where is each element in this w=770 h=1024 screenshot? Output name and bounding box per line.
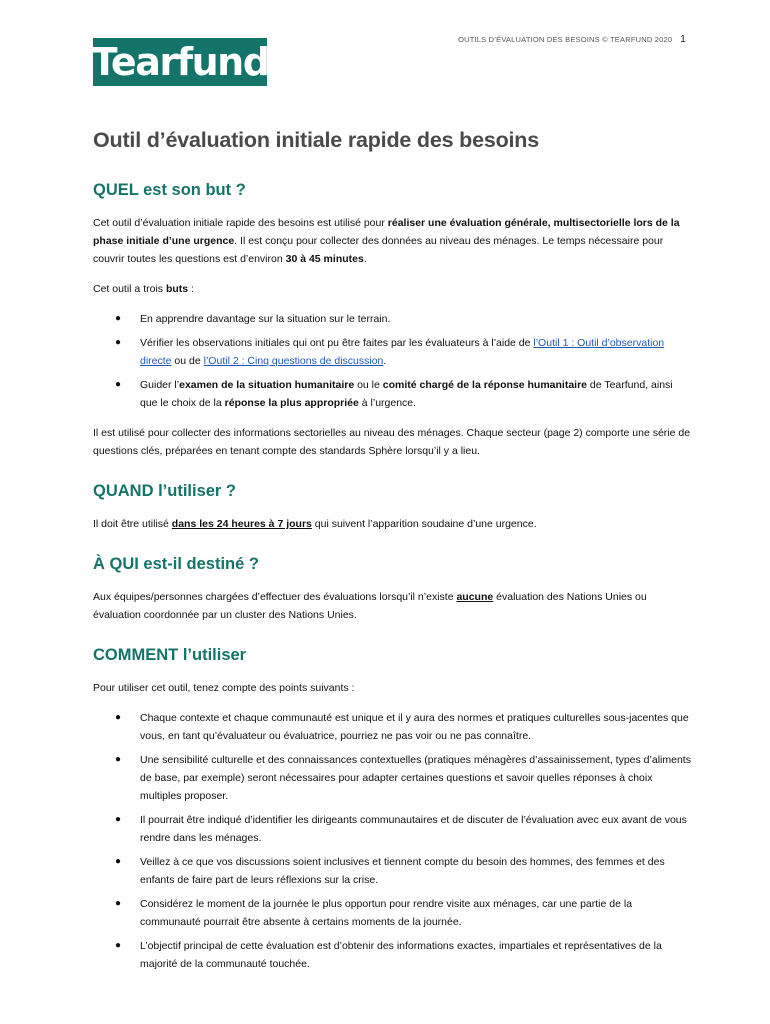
text-run: Cet outil d’évaluation initiale rapide des besoins est utilisé pour <box>93 217 388 229</box>
list-item <box>93 895 693 931</box>
text-run: Cet outil a trois <box>93 283 166 295</box>
section-comment <box>93 646 693 973</box>
list-item <box>93 751 693 805</box>
bullet-icon: ● <box>115 940 122 951</box>
bold-run: comité chargé de la réponse humanitaire <box>382 379 588 391</box>
comment-bullet-list <box>93 709 693 973</box>
text-run: Aux équipes/personnes chargées d’effectuer des évaluations lorsqu’il n’existe <box>93 591 457 603</box>
text-run: . Il est conçu pour collecter des données au niveau des ménages. Le temps nécessaire pour couvrir toutes les questions est d’environ <box>93 235 664 265</box>
list-item <box>93 376 693 412</box>
paragraph-comment-intro: Pour utiliser cet outil, tenez compte des points suivants : <box>93 682 355 694</box>
section-qui <box>93 555 693 624</box>
page-title: Outil d’évaluation initiale rapide des besoins <box>93 128 539 152</box>
text-run: : <box>188 283 194 295</box>
text-run: Vérifier les observations initiales qui ont pu être faites par les évaluateurs à l’aide de <box>140 337 534 349</box>
text-run: Guider l’ <box>140 379 180 391</box>
section-quand <box>93 482 693 533</box>
bullet-icon: ● <box>115 313 122 324</box>
list-item <box>93 853 693 889</box>
list-item-text: Une sensibilité culturelle et des connaissances contextuelles (pratiques ménagères d’assainissement, types d’aliments de base, par exemple) seront nécessaires pour adapter certaines questions et savoir quelles réponses à choix multiples proposer. <box>140 754 691 802</box>
bold-run: examen de la situation humanitaire <box>179 379 355 391</box>
bold-run: 30 à 45 minutes <box>285 253 364 265</box>
bold-run: réaliser une évaluation générale, multisectorielle lors de la phase initiale d’une urgence <box>93 217 680 247</box>
list-item-text: En apprendre davantage sur la situation sur le terrain. <box>140 313 391 325</box>
bullet-icon: ● <box>115 856 122 867</box>
text-run: ou de <box>171 355 204 367</box>
list-item-text: Veillez à ce que vos discussions soient inclusives et tiennent compte du besoin des hommes, des femmes et des enfants de faire part de leurs réflexions sur la crise. <box>140 856 665 886</box>
underlined-bold-run: aucune <box>456 591 494 603</box>
paragraph-quand <box>93 515 693 533</box>
list-item-text: Il pourrait être indiqué d’identifier les dirigeants communautaires et de discuter de l’évaluation avec eux avant de vous rendre dans les ménages. <box>140 814 687 844</box>
tearfund-logo <box>93 38 267 86</box>
bullet-icon: ● <box>115 712 122 723</box>
text-run: qui suivent l’apparition soudaine d’une urgence. <box>311 518 537 530</box>
list-item <box>93 334 693 370</box>
paragraph-but-1 <box>93 214 693 268</box>
heading-qui: À QUI est-il destiné ? <box>93 555 259 573</box>
text-run: de Tearfund, ainsi que le choix de la <box>140 379 673 409</box>
bullet-icon: ● <box>115 337 122 348</box>
text-run: à l’urgence. <box>358 397 417 409</box>
text-run: évaluation des Nations Unies ou évaluation coordonnée par un cluster des Nations Unies. <box>93 591 647 621</box>
running-header <box>458 34 686 45</box>
list-item-text: Considérez le moment de la journée le plus opportun pour rendre visite aux ménages, car une partie de la communauté pourrait être absente à certains moments de la journée. <box>140 898 633 928</box>
running-title: OUTILS D’ÉVALUATION DES BESOINS © TEARFUND 2020 <box>458 35 673 44</box>
page-number: 1 <box>680 34 686 45</box>
heading-but: QUEL est son but ? <box>93 181 246 199</box>
but-bullet-list <box>93 310 693 412</box>
paragraph-but-2 <box>93 280 693 298</box>
link-outil-2[interactable]: l’Outil 2 : Cinq questions de discussion <box>203 355 384 367</box>
logo-text: Tearfund <box>91 40 269 84</box>
bullet-icon: ● <box>115 814 122 825</box>
list-item <box>93 811 693 847</box>
list-item <box>93 937 693 973</box>
list-item <box>93 709 693 745</box>
list-item <box>93 310 693 328</box>
list-item-text: Chaque contexte et chaque communauté est unique et il y aura des normes et pratiques culturelles sous-jacentes que vous, en tant qu’évaluateur ou évaluatrice, pourriez ne pas voir ou ne pas connaître. <box>140 712 689 742</box>
bullet-icon: ● <box>115 379 122 390</box>
bold-run: buts <box>165 283 189 295</box>
heading-comment: COMMENT l’utiliser <box>93 646 247 664</box>
link-outil-1[interactable]: l’Outil 1 : Outil d’observation directe <box>140 337 665 367</box>
text-run: ou le <box>354 379 383 391</box>
text-run: . <box>383 355 387 367</box>
paragraph-qui <box>93 588 693 624</box>
bold-run: réponse la plus appropriée <box>224 397 359 409</box>
list-item-text: L’objectif principal de cette évaluation est d’obtenir des informations exactes, impartiales et représentatives de la majorité de la communauté touchée. <box>140 940 662 970</box>
paragraph-but-3: Il est utilisé pour collecter des informations sectorielles au niveau des ménages. Chaque secteur (page 2) comporte une série de questions clés, préparées en tenant compte des standards Sphère lorsqu’il y a lieu. <box>93 427 691 457</box>
bullet-icon: ● <box>115 754 122 765</box>
bullet-icon: ● <box>115 898 122 909</box>
document-body <box>93 128 693 985</box>
heading-quand: QUAND l’utiliser ? <box>93 482 237 500</box>
underlined-bold-run: dans les 24 heures à 7 jours <box>171 518 312 530</box>
text-run: Il doit être utilisé <box>93 518 172 530</box>
text-run: . <box>363 253 367 265</box>
